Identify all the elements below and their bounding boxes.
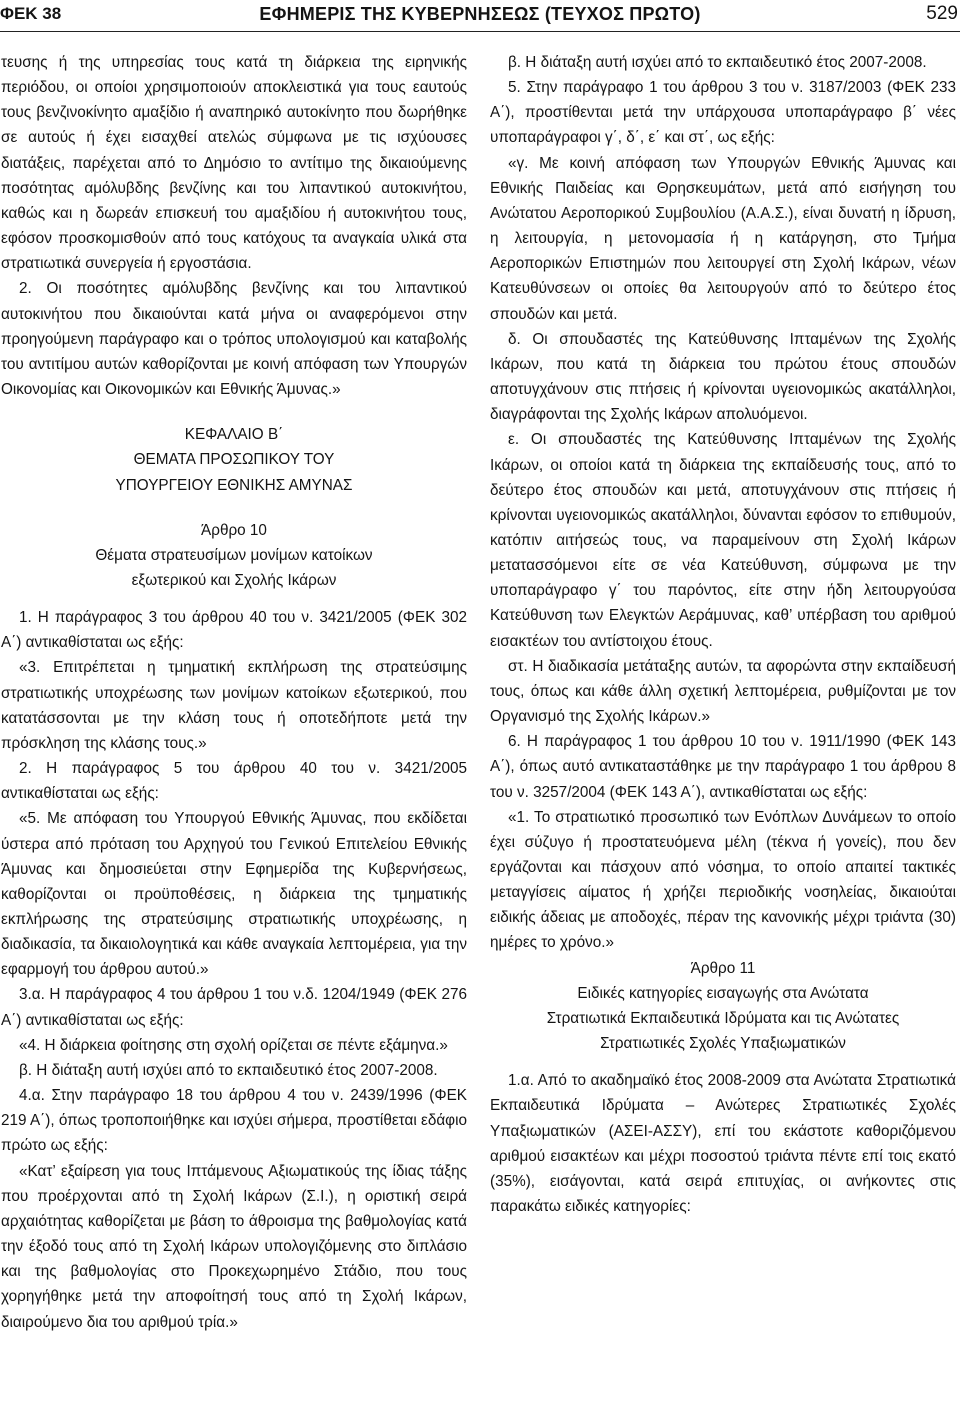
header-divider bbox=[0, 31, 960, 32]
chapter-title-line: ΥΠΟΥΡΓΕΙΟΥ ΕΘΝΙΚΗΣ ΑΜΥΝΑΣ bbox=[115, 476, 353, 494]
paragraph: ε. Οι σπουδαστές της Κατεύθυνσης Ιπταμένων της Σχολής Ικάρων, οι οποίοι κατά τη διάρκεια της εκπαίδευσής τους, από το δεύτερο έτος σπουδών και μετά, αποτυγχάνουν στις πτήσεις ή κρίνονται υγειονομικώς ακατάλληλοι, δύνανται εφόσον το επιθυμούν, κατόπιν αιτήσεώς τους, να παραμείνουν στη Σχολή Ικάρων μετατασσόμενοι είτε σε νέα Κατεύθυνση, σύμφωνα με την υποπαράγραφο γ΄ του παρόντος, είτε στην ήδη λειτουργούσα Κατεύθυνση των Ελεγκτών Αεράμυνας, καθ’ υπέρβαση του αριθμού εισακτέων του αντίστοιχου έτους. bbox=[490, 431, 956, 650]
paragraph: «γ. Με κοινή απόφαση των Υπουργών Εθνικής Άμυνας και Εθνικής Παιδείας και Θρησκευμάτων, μετά από εισήγηση του Ανώτατου Αεροπορικού Συμβουλίου (Α.Α.Σ.), είναι δυνατή η ίδρυση, η λειτουργία, η μετονομασία ή η κατάργηση, στο Τμήμα Αεροπορικών Επιστημών που λειτουργεί στη Σχολή Ικάρων, νέων Κατευθύνσεων οι οποίες θα λειτουργούν από το δεύτερο έτος σπουδών και μετά. bbox=[490, 154, 956, 323]
paragraph: 2. Η παράγραφος 5 του άρθρου 40 του ν. 3421/2005 αντικαθίσταται ως εξής: bbox=[1, 760, 467, 803]
paragraph: δ. Οι σπουδαστές της Κατεύθυνσης Ιπταμένων της Σχολής Ικάρων, που κατά τη διάρκεια του πρώτου έτους σπουδών αποτυγχάνουν στις πτήσεις ή κρίνονται υγειονομικώς ακατάλληλοι, διαγράφονται της Σχολής Ικάρων απολυόμενοι. bbox=[490, 330, 956, 424]
gazette-title: ΕΦΗΜΕΡΙΣ ΤΗΣ ΚΥΒΕΡΝΗΣΕΩΣ (ΤΕΥΧΟΣ ΠΡΩΤΟ) bbox=[259, 4, 701, 24]
paragraph: 5. Στην παράγραφο 1 του άρθρου 3 του ν. 3187/2003 (ΦΕΚ 233 Α΄), προστίθενται μετά την υπάρχουσα υποπαράγραφο β΄ νέες υποπαράγραφοι γ΄, δ΄, ε΄ και στ΄, ως εξής: bbox=[490, 79, 956, 147]
page-header bbox=[0, 0, 960, 30]
paragraph: τευσης ή της υπηρεσίας τους κατά τη διάρκεια της ειρηνικής περιόδου, οι οποίοι χρησιμοποιούν αποκλειστικά για τους εαυτούς τους βενζινοκίνητο αμαξίδιο ή αναπηρικό αυτοκίνητο που δωρήθηκε σε αυτούς ή έχει εισαχθεί ατελώς σύμφωνα με τις ισχύουσες διατάξεις, παρέχεται από το Δημόσιο το αντίτιμο της δικαιούμενης ποσότητας αμόλυβδης βενζίνης και του λιπαντικού αυτοκινήτου, καθώς και η δωρεάν επισκευή του αμαξιδίου ή αυτοκινήτου τους, εφόσον προσκομισθούν από τους κατόχους τα αναγκαία υλικά στα στρατιωτικά συνεργεία ή εργοστάσια. bbox=[1, 54, 467, 273]
paragraph: 1.α. Από το ακαδημαϊκό έτος 2008-2009 στα Ανώτατα Στρατιωτικά Εκπαιδευτικά Ιδρύματα – Ανώτερες Στρατιωτικές Σχολές Υπαξιωματικών (ΑΣΕΙ-ΑΣΣΥ), επί του εκάστοτε καθοριζόμενου αριθμού εισακτέων και μέχρι ποσοστού τριάντα πέντε επί τοις εκατό (35%), εισάγονται, κατά σειρά επιτυχίας, οι ανήκοντες στις παρακάτω ειδικές κατηγορίες: bbox=[490, 1072, 956, 1216]
paragraph: β. Η διάταξη αυτή ισχύει από το εκπαιδευτικό έτος 2007-2008. bbox=[508, 54, 927, 71]
article-subtitle: Θέματα στρατευσίμων μονίμων κατοίκων bbox=[95, 546, 373, 564]
article-subtitle: Ειδικές κατηγορίες εισαγωγής στα Ανώτατα bbox=[577, 984, 869, 1002]
chapter-title-line: ΘΕΜΑΤΑ ΠΡΟΣΩΠΙΚΟΥ ΤΟΥ bbox=[133, 451, 335, 469]
article-subtitle: Στρατιωτικά Εκπαιδευτικά Ιδρύματα και τις Ανώτατες bbox=[546, 1009, 900, 1027]
article-subtitle: εξωτερικού και Σχολής Ικάρων bbox=[131, 571, 337, 589]
paragraph: «1. Το στρατιωτικό προσωπικό των Ενόπλων Δυνάμεων το οποίο έχει σύζυγο ή προστατευόμενα μέλη (τέκνα ή γονείς), που δεν εργάζονται και πάσχουν από νόσημα, το οποίο απαιτεί τακτικές μεταγγίσεις αίματος ή χρήζει περιοδικής νοσηλείας, δικαιούται ειδικής άδειας με αποδοχές, πέραν της κανονικής μέχρι τριάντα (30) ημέρες το χρόνο.» bbox=[490, 808, 956, 952]
paragraph: «Κατ’ εξαίρεση για τους Ιπτάμενους Αξιωματικούς της ίδιας τάξης που προέρχονται από τη Σχολή Ικάρων (Σ.Ι.), η οριστική σειρά αρχαιότητας καθορίζεται με βάση το άθροισμα της βαθμολογίας κατά την έξοδό τους από τη Σχολή Ικάρων υπολογιζόμενης στο διπλάσιο και της βαθμολογίας στο Προκεχωρημένο Στάδιο, που τους χορηγήθηκε μετά την αποφοίτησή τους από τη Σχολή Ικάρων, διαιρούμενο δια του αριθμού τρία.» bbox=[1, 1162, 467, 1331]
article-subtitle: Στρατιωτικές Σχολές Υπαξιωματικών bbox=[600, 1035, 846, 1053]
paragraph: 2. Οι ποσότητες αμόλυβδης βενζίνης και του λιπαντικού αυτοκινήτου που δικαιούνται κατά μήνα οι αναφερόμενοι στην προηγούμενη παράγραφο και ο τρόπος υπολογισμού και καταβολής του αντιτίμου αυτών καθορίζονται με κοινή απόφαση των Υπουργών Οικονομίας και Οικονομικών και Εθνικής Άμυνας.» bbox=[1, 280, 467, 399]
article-heading: Άρθρο 10 bbox=[201, 521, 267, 539]
chapter-heading: ΚΕΦΑΛΑΙΟ Β΄ bbox=[184, 426, 284, 444]
right-column bbox=[490, 50, 956, 1219]
paragraph: «3. Επιτρέπεται η τμηματική εκπλήρωση της στρατεύσιμης στρατιωτικής υποχρέωσης των μονίμων κατοίκων εξωτερικού, που κατατάσσονται με την κλάση τους ή οποτεδήποτε μετά την πρόσκληση της κλάσης τους.» bbox=[1, 659, 467, 752]
paragraph: 3.α. Η παράγραφος 4 του άρθρου 1 του ν.δ. 1204/1949 (ΦΕΚ 276 Α΄) αντικαθίσταται ως εξής: bbox=[1, 986, 467, 1029]
paragraph: στ. Η διαδικασία μετάταξης αυτών, τα αφορώντα στην εκπαίδευσή τους, όπως και κάθε άλλη σχετική λεπτομέρεια, ρυθμίζονται με τον Οργανισμό της Σχολής Ικάρων.» bbox=[490, 657, 956, 726]
paragraph: 6. Η παράγραφος 1 του άρθρου 10 του ν. 1911/1990 (ΦΕΚ 143 Α΄), όπως αυτό αντικαταστάθηκε με την παράγραφο 1 του άρθρου 8 του ν. 3257/2004 (ΦΕΚ 143 Α΄), αντικαθίσταται ως εξής: bbox=[490, 733, 956, 801]
page-number: 529 bbox=[926, 3, 958, 24]
paragraph: «4. Η διάρκεια φοίτησης στη σχολή ορίζεται σε πέντε εξάμηνα.» bbox=[19, 1036, 448, 1054]
paragraph: «5. Με απόφαση του Υπουργού Εθνικής Άμυνας, που εκδίδεται ύστερα από πρόταση του Αρχηγού του Γενικού Επιτελείου Εθνικής Άμυνας και δημοσιεύεται στην Εφημερίδα της Κυβερνήσεως, καθορίζονται οι προϋποθέσεις, η διάρκεια της τμηματικής εκπλήρωσης της στρατεύσιμης στρατιωτικής υποχρέωσης, η διαδικασία, τα δικαιολογητικά και κάθε αναγκαία λεπτομέρεια, για την εφαρμογή του άρθρου αυτού.» bbox=[1, 810, 467, 979]
article-heading: Άρθρο 11 bbox=[690, 959, 756, 977]
issue-number: ΦΕΚ 38 bbox=[0, 4, 62, 23]
paragraph: β. Η διάταξη αυτή ισχύει από το εκπαιδευτικό έτος 2007-2008. bbox=[19, 1061, 438, 1079]
paragraph: 4.α. Στην παράγραφο 18 του άρθρου 4 του ν. 2439/1996 (ΦΕΚ 219 Α΄), όπως τροποποιήθηκε και ισχύει σήμερα, προστίθεται εδάφιο πρώτο ως εξής: bbox=[1, 1087, 467, 1155]
left-column bbox=[1, 50, 467, 1335]
paragraph: 1. Η παράγραφος 3 του άρθρου 40 του ν. 3421/2005 (ΦΕΚ 302 Α΄) αντικαθίσταται ως εξής: bbox=[1, 609, 467, 652]
